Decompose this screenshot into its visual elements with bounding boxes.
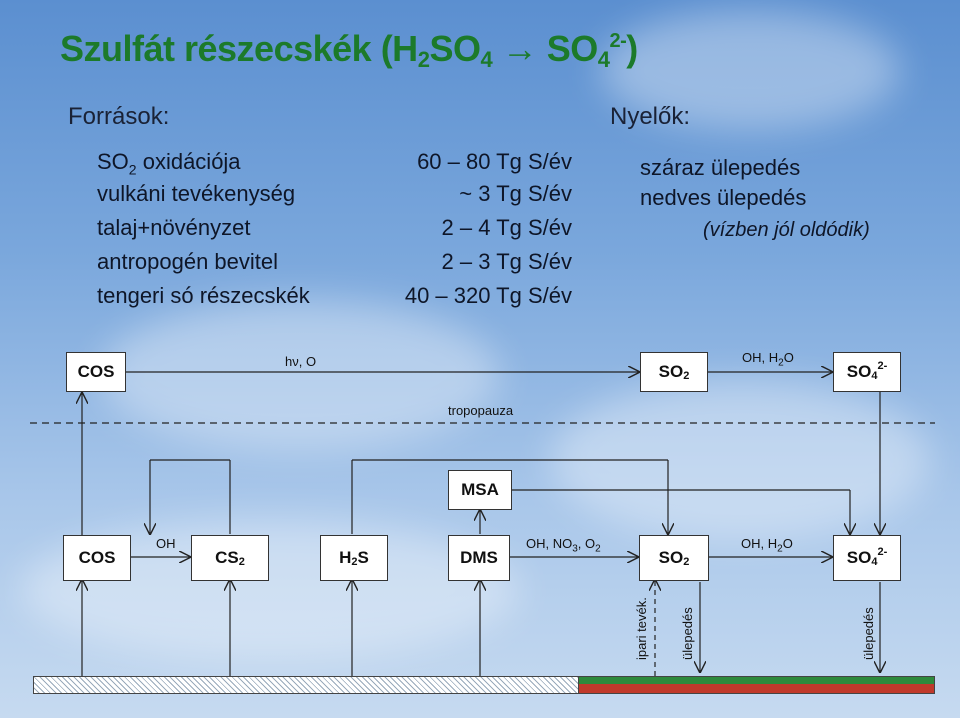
dms-oxidants-label: OH, $NO_3$, $O_2$ (526, 536, 601, 555)
oh-label-lower2: OH, $H_2O$ (741, 536, 793, 555)
source-value: 60 – 80 Tg S/év (417, 149, 572, 174)
msa-box: MSA (448, 470, 512, 510)
industry-label: ipari tevék. (634, 597, 649, 660)
source-value: 2 – 4 Tg S/év (441, 215, 572, 240)
source-value: ~ 3 Tg S/év (459, 181, 572, 206)
sources-heading: Források: (68, 103, 170, 130)
source-name: $SO_2$ oxidációja (97, 149, 241, 178)
cs2-box: CS $_2$ (191, 535, 269, 581)
sinks-heading: Nyelők: (610, 103, 691, 130)
deposition-label: ülepedés (861, 607, 876, 660)
source-name: antropogén bevitel (97, 249, 279, 274)
so2-upper-box: SO $_2$ (640, 352, 708, 392)
h2s-box: H $_2$ S (320, 535, 388, 581)
sink-item: nedves ülepedés (640, 185, 807, 210)
source-name: talaj+növényzet (97, 215, 251, 240)
ocean-surface (33, 676, 580, 694)
sink-note: (vízben jól oldódik) (703, 219, 870, 241)
cos-upper-box: COS (66, 352, 126, 392)
dms-box: DMS (448, 535, 510, 581)
so4-upper-box: SO $_4$ $^{2-}$ (833, 352, 901, 392)
source-name: tengeri só részecskék (97, 283, 310, 308)
hv-label: hν, O (285, 354, 317, 369)
deposition-label: ülepedés (680, 607, 695, 660)
sink-item: száraz ülepedés (640, 155, 801, 180)
so2-lower-box: SO $_2$ (639, 535, 709, 581)
tropopause-label: tropopauza (448, 403, 514, 418)
oh-label-upper: OH, $H_2O$ (742, 350, 794, 369)
source-name: vulkáni tevékenység (97, 181, 296, 206)
cos-lower-box: COS (63, 535, 131, 581)
land-surface (578, 676, 935, 694)
oh-label-lower: OH (156, 536, 176, 551)
source-value: 2 – 3 Tg S/év (441, 249, 572, 274)
page-title: Szulfát részecskék $(H_2SO_4 \to SO_4^{2-})$ (60, 28, 638, 72)
so4-lower-box: SO $_4$ $^{2-}$ (833, 535, 901, 581)
source-value: 40 – 320 Tg S/év (404, 283, 572, 308)
